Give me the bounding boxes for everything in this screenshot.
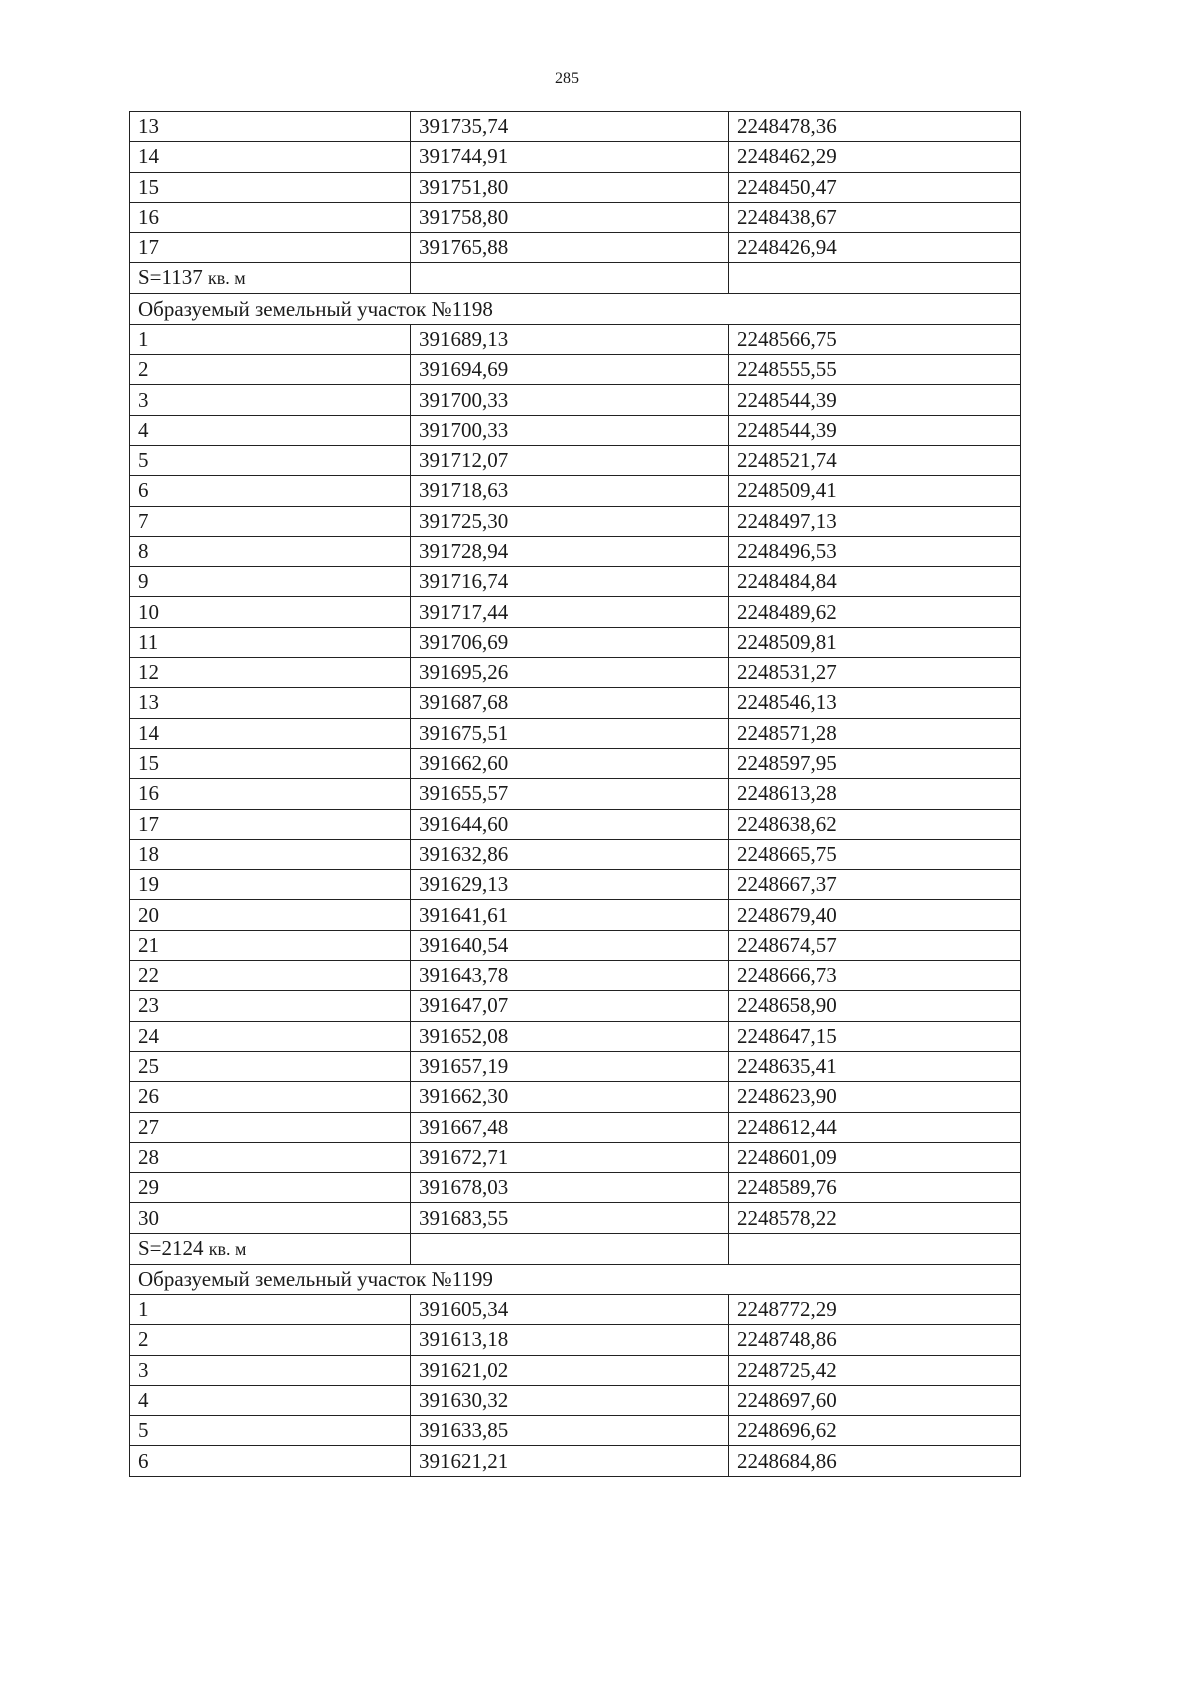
coordinate-x: 391613,18	[411, 1325, 729, 1355]
coordinate-y: 2248667,37	[729, 870, 1021, 900]
point-row	[130, 233, 1021, 263]
coordinate-x: 391605,34	[411, 1294, 729, 1324]
coordinate-x: 391621,02	[411, 1355, 729, 1385]
coordinates-table	[129, 111, 1021, 1477]
point-row	[130, 627, 1021, 657]
coordinate-y: 2248555,55	[729, 355, 1021, 385]
point-number: 15	[130, 172, 411, 202]
point-row	[130, 567, 1021, 597]
point-number: 29	[130, 1173, 411, 1203]
coordinate-y: 2248438,67	[729, 202, 1021, 232]
coordinate-x: 391647,07	[411, 991, 729, 1021]
coordinate-y: 2248772,29	[729, 1294, 1021, 1324]
coordinate-y: 2248544,39	[729, 415, 1021, 445]
coordinate-y: 2248544,39	[729, 385, 1021, 415]
point-number: 11	[130, 627, 411, 657]
point-number: 14	[130, 142, 411, 172]
point-number: 26	[130, 1082, 411, 1112]
coordinate-y: 2248697,60	[729, 1385, 1021, 1415]
point-number: 5	[130, 445, 411, 475]
area-row	[130, 1233, 1021, 1264]
coordinate-x: 391641,61	[411, 900, 729, 930]
point-number: 18	[130, 839, 411, 869]
point-number: 12	[130, 658, 411, 688]
point-row	[130, 1416, 1021, 1446]
coordinate-x: 391655,57	[411, 779, 729, 809]
coordinate-x: 391725,30	[411, 506, 729, 536]
point-number: 20	[130, 900, 411, 930]
point-row	[130, 718, 1021, 748]
coordinate-x: 391687,68	[411, 688, 729, 718]
coordinate-x: 391643,78	[411, 961, 729, 991]
point-number: 23	[130, 991, 411, 1021]
point-number: 28	[130, 1142, 411, 1172]
area-unit: кв. м	[208, 1238, 247, 1259]
area-cell	[130, 263, 411, 294]
point-row	[130, 1355, 1021, 1385]
point-row	[130, 1021, 1021, 1051]
coordinate-x: 391644,60	[411, 809, 729, 839]
point-number: 17	[130, 233, 411, 263]
coordinate-y: 2248647,15	[729, 1021, 1021, 1051]
point-number: 10	[130, 597, 411, 627]
coordinate-x: 391621,21	[411, 1446, 729, 1476]
point-number: 1	[130, 1294, 411, 1324]
coordinate-x: 391652,08	[411, 1021, 729, 1051]
coordinate-y: 2248612,44	[729, 1112, 1021, 1142]
point-row	[130, 476, 1021, 506]
point-row	[130, 1294, 1021, 1324]
page-number: 285	[555, 70, 579, 87]
point-row	[130, 658, 1021, 688]
point-number: 3	[130, 1355, 411, 1385]
point-row	[130, 385, 1021, 415]
coordinate-x: 391700,33	[411, 415, 729, 445]
coordinate-y: 2248546,13	[729, 688, 1021, 718]
point-number: 15	[130, 748, 411, 778]
point-row	[130, 445, 1021, 475]
coordinate-y: 2248497,13	[729, 506, 1021, 536]
point-number: 16	[130, 202, 411, 232]
coordinate-x: 391717,44	[411, 597, 729, 627]
coordinate-x: 391675,51	[411, 718, 729, 748]
point-row	[130, 930, 1021, 960]
point-number: 16	[130, 779, 411, 809]
section-header-row	[130, 1264, 1021, 1294]
coordinate-x: 391678,03	[411, 1173, 729, 1203]
coordinate-x: 391633,85	[411, 1416, 729, 1446]
coordinate-y: 2248684,86	[729, 1446, 1021, 1476]
coordinate-y: 2248666,73	[729, 961, 1021, 991]
coordinate-x: 391672,71	[411, 1142, 729, 1172]
point-number: 8	[130, 536, 411, 566]
point-row	[130, 1082, 1021, 1112]
coordinate-x: 391640,54	[411, 930, 729, 960]
point-number: 13	[130, 688, 411, 718]
coordinate-x: 391694,69	[411, 355, 729, 385]
point-number: 2	[130, 355, 411, 385]
point-number: 5	[130, 1416, 411, 1446]
point-number: 7	[130, 506, 411, 536]
coordinate-y: 2248665,75	[729, 839, 1021, 869]
area-value: S=1137	[138, 265, 203, 290]
point-row	[130, 415, 1021, 445]
section-header: Образуемый земельный участок №1199	[130, 1264, 1021, 1294]
coordinates-table-body	[130, 112, 1021, 1477]
coordinate-y: 2248571,28	[729, 718, 1021, 748]
coordinate-x: 391765,88	[411, 233, 729, 263]
area-row	[130, 263, 1021, 294]
coordinate-y: 2248566,75	[729, 324, 1021, 354]
point-number: 24	[130, 1021, 411, 1051]
point-row	[130, 961, 1021, 991]
point-number: 6	[130, 476, 411, 506]
coordinate-y: 2248521,74	[729, 445, 1021, 475]
point-number: 6	[130, 1446, 411, 1476]
point-number: 19	[130, 870, 411, 900]
coordinate-x: 391758,80	[411, 202, 729, 232]
coordinate-y: 2248478,36	[729, 112, 1021, 142]
point-row	[130, 1446, 1021, 1476]
point-row	[130, 809, 1021, 839]
coordinate-x: 391706,69	[411, 627, 729, 657]
point-number: 21	[130, 930, 411, 960]
coordinate-y: 2248725,42	[729, 1355, 1021, 1385]
coordinate-x: 391689,13	[411, 324, 729, 354]
point-number: 22	[130, 961, 411, 991]
empty-cell	[729, 263, 1021, 294]
coordinate-y: 2248589,76	[729, 1173, 1021, 1203]
point-number: 2	[130, 1325, 411, 1355]
coordinate-y: 2248484,84	[729, 567, 1021, 597]
coordinate-x: 391712,07	[411, 445, 729, 475]
empty-cell	[411, 263, 729, 294]
section-header-row	[130, 294, 1021, 324]
coordinate-x: 391695,26	[411, 658, 729, 688]
empty-cell	[411, 1233, 729, 1264]
coordinate-y: 2248658,90	[729, 991, 1021, 1021]
area-cell	[130, 1233, 411, 1264]
coordinate-y: 2248450,47	[729, 172, 1021, 202]
coordinate-y: 2248601,09	[729, 1142, 1021, 1172]
area-unit: кв. м	[208, 268, 246, 289]
coordinate-y: 2248748,86	[729, 1325, 1021, 1355]
coordinate-y: 2248674,57	[729, 930, 1021, 960]
coordinate-x: 391630,32	[411, 1385, 729, 1415]
coordinate-y: 2248623,90	[729, 1082, 1021, 1112]
coordinate-y: 2248509,41	[729, 476, 1021, 506]
coordinate-y: 2248496,53	[729, 536, 1021, 566]
point-row	[130, 142, 1021, 172]
point-number: 4	[130, 1385, 411, 1415]
point-row	[130, 112, 1021, 142]
point-row	[130, 870, 1021, 900]
point-row	[130, 355, 1021, 385]
coordinate-x: 391632,86	[411, 839, 729, 869]
coordinate-x: 391700,33	[411, 385, 729, 415]
point-number: 3	[130, 385, 411, 415]
coordinate-y: 2248509,81	[729, 627, 1021, 657]
coordinate-x: 391735,74	[411, 112, 729, 142]
coordinate-y: 2248696,62	[729, 1416, 1021, 1446]
point-row	[130, 779, 1021, 809]
point-number: 30	[130, 1203, 411, 1233]
point-row	[130, 597, 1021, 627]
empty-cell	[729, 1233, 1021, 1264]
point-number: 1	[130, 324, 411, 354]
coordinate-x: 391728,94	[411, 536, 729, 566]
point-number: 17	[130, 809, 411, 839]
coordinate-x: 391662,30	[411, 1082, 729, 1112]
coordinate-x: 391744,91	[411, 142, 729, 172]
point-row	[130, 839, 1021, 869]
point-row	[130, 748, 1021, 778]
coordinate-x: 391716,74	[411, 567, 729, 597]
coordinate-x: 391667,48	[411, 1112, 729, 1142]
point-row	[130, 991, 1021, 1021]
coordinate-x: 391657,19	[411, 1051, 729, 1081]
point-number: 27	[130, 1112, 411, 1142]
coordinate-y: 2248638,62	[729, 809, 1021, 839]
point-row	[130, 1203, 1021, 1233]
area-value: S=2124	[138, 1235, 204, 1260]
point-row	[130, 1173, 1021, 1203]
point-row	[130, 1385, 1021, 1415]
point-row	[130, 202, 1021, 232]
coordinate-x: 391629,13	[411, 870, 729, 900]
coordinate-x: 391683,55	[411, 1203, 729, 1233]
coordinate-y: 2248531,27	[729, 658, 1021, 688]
coordinate-y: 2248597,95	[729, 748, 1021, 778]
point-number: 4	[130, 415, 411, 445]
point-row	[130, 900, 1021, 930]
coordinate-y: 2248679,40	[729, 900, 1021, 930]
point-row	[130, 324, 1021, 354]
coordinate-y: 2248462,29	[729, 142, 1021, 172]
coordinate-y: 2248426,94	[729, 233, 1021, 263]
point-row	[130, 506, 1021, 536]
point-number: 25	[130, 1051, 411, 1081]
point-number: 14	[130, 718, 411, 748]
point-row	[130, 688, 1021, 718]
point-number: 13	[130, 112, 411, 142]
coordinate-x: 391718,63	[411, 476, 729, 506]
coordinate-y: 2248578,22	[729, 1203, 1021, 1233]
point-row	[130, 1112, 1021, 1142]
coordinate-x: 391751,80	[411, 172, 729, 202]
coordinate-y: 2248489,62	[729, 597, 1021, 627]
coordinate-y: 2248635,41	[729, 1051, 1021, 1081]
point-row	[130, 1325, 1021, 1355]
point-row	[130, 1142, 1021, 1172]
point-row	[130, 172, 1021, 202]
point-row	[130, 1051, 1021, 1081]
section-header: Образуемый земельный участок №1198	[130, 294, 1021, 324]
coordinate-x: 391662,60	[411, 748, 729, 778]
point-row	[130, 536, 1021, 566]
coordinate-y: 2248613,28	[729, 779, 1021, 809]
point-number: 9	[130, 567, 411, 597]
